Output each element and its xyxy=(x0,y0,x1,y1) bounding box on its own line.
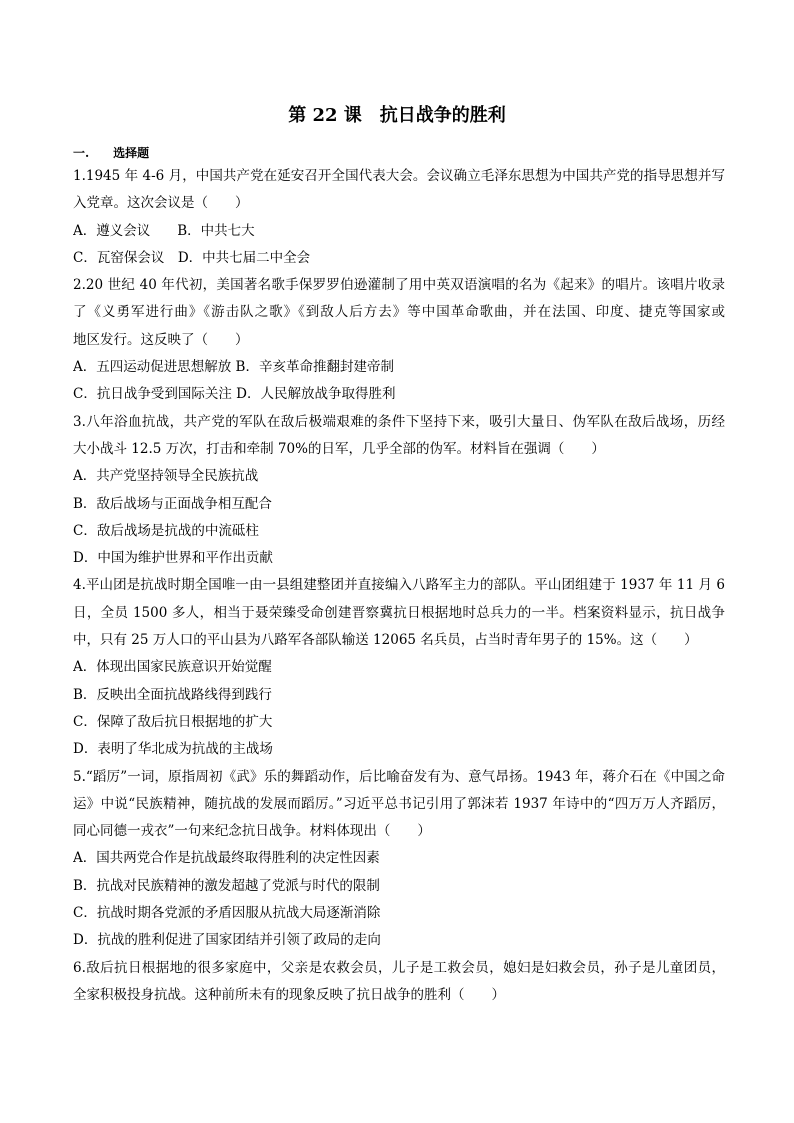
question-2-option-line: A．五四运动促进思想解放 B．辛亥革命推翻封建帝制 xyxy=(73,359,394,376)
question-1-option-line: C．瓦窑保会议 D．中共七届二中全会 xyxy=(73,249,311,266)
question-2-stem-line: 2.20 世纪 40 年代初，美国著名歌手保罗罗伯逊灌制了用中英双语演唱的名为《起来》的唱片。该唱片收录 xyxy=(73,277,725,294)
section-heading: 一. 选择题 xyxy=(73,146,150,160)
question-5-stem-line: 运》中说“民族精神，随抗战的发展而蹈厉。”习近平总书记引用了郭沫若 1937 年诗中的“四万万人齐蹈厉， xyxy=(73,795,725,812)
question-6-stem-line: 全家积极投身抗战。这种前所未有的现象反映了抗日战争的胜利（ ） xyxy=(73,986,505,1003)
question-3-stem-line: 3.八年浴血抗战，共产党的军队在敌后极端艰难的条件下坚持下来，吸引大量日、伪军队在敌后战场，历经 xyxy=(73,413,725,430)
question-3-option-line: B．敌后战场与正面战争相互配合 xyxy=(73,495,272,512)
question-3-option-line: D．中国为维护世界和平作出贡献 xyxy=(73,550,273,567)
question-5-option-line: B．抗战对民族精神的激发超越了党派与时代的限制 xyxy=(73,877,380,894)
question-2-stem-line: 地区发行。这反映了（ ） xyxy=(73,331,249,348)
question-5-option-line: D．抗战的胜利促进了国家团结并引领了政局的走向 xyxy=(73,932,381,949)
question-3-option-line: A．共产党坚持领导全民族抗战 xyxy=(73,468,259,485)
page-title: 第 22 课 抗日战争的胜利 xyxy=(288,105,506,126)
question-1-stem-line: 入党章。这次会议是（ ） xyxy=(73,195,249,212)
question-4-stem-line: 4.平山团是抗战时期全国唯一由一县组建整团并直接编入八路军主力的部队。平山团组建于 1937 年 11 月 6 xyxy=(73,577,725,594)
question-5-option-line: A．国共两党合作是抗战最终取得胜利的决定性因素 xyxy=(73,850,380,867)
question-1-option-line: A．遵义会议 B．中共七大 xyxy=(73,222,255,239)
question-4-option-line: A．体现出国家民族意识开始觉醒 xyxy=(73,659,272,676)
question-5-stem-line: 同心同德一戎衣”一句来纪念抗日战争。材料体现出（ ） xyxy=(73,823,431,840)
question-5-stem-line: 5.“蹈厉”一词，原指周初《武》乐的舞蹈动作，后比喻奋发有为、意气昂扬。1943 年，蒋介石在《中国之命 xyxy=(73,768,725,785)
question-2-option-line: C．抗日战争受到国际关注 D．人民解放战争取得胜利 xyxy=(73,386,396,403)
question-5-option-line: C．抗战时期各党派的矛盾因服从抗战大局逐渐消除 xyxy=(73,905,381,922)
question-3-stem-line: 大小战斗 12.5 万次，打击和牵制 70%的日军，几乎全部的伪军。材料旨在强调（ ） xyxy=(73,440,605,457)
question-4-option-line: B．反映出全面抗战路线得到践行 xyxy=(73,686,272,703)
question-6-stem-line: 6.敌后抗日根据地的很多家庭中，父亲是农救会员，儿子是工救会员，媳妇是妇救会员，孙子是儿童团员， xyxy=(73,959,725,976)
question-4-stem-line: 日，全员 1500 多人，相当于聂荣臻受命创建晋察冀抗日根据地时总兵力的一半。档案资料显示，抗日战争 xyxy=(73,604,725,621)
question-4-stem-line: 中，只有 25 万人口的平山县为八路军各部队输送 12065 名兵员，占当时青年男子的 15%。这（ ） xyxy=(73,632,698,649)
question-4-option-line: C．保障了敌后抗日根据地的扩大 xyxy=(73,713,273,730)
question-4-option-line: D．表明了华北成为抗战的主战场 xyxy=(73,741,273,758)
question-3-option-line: C．敌后战场是抗战的中流砥柱 xyxy=(73,522,259,539)
question-list xyxy=(73,163,725,1009)
question-2-stem-line: 了《义勇军进行曲》《游击队之歌》《到敌人后方去》等中国革命歌曲，并在法国、印度、捷克等国家或 xyxy=(73,304,725,321)
question-1-stem-line: 1.1945 年 4-6 月，中国共产党在延安召开全国代表大会。会议确立毛泽东思想为中国共产党的指导思想并写 xyxy=(73,168,725,184)
